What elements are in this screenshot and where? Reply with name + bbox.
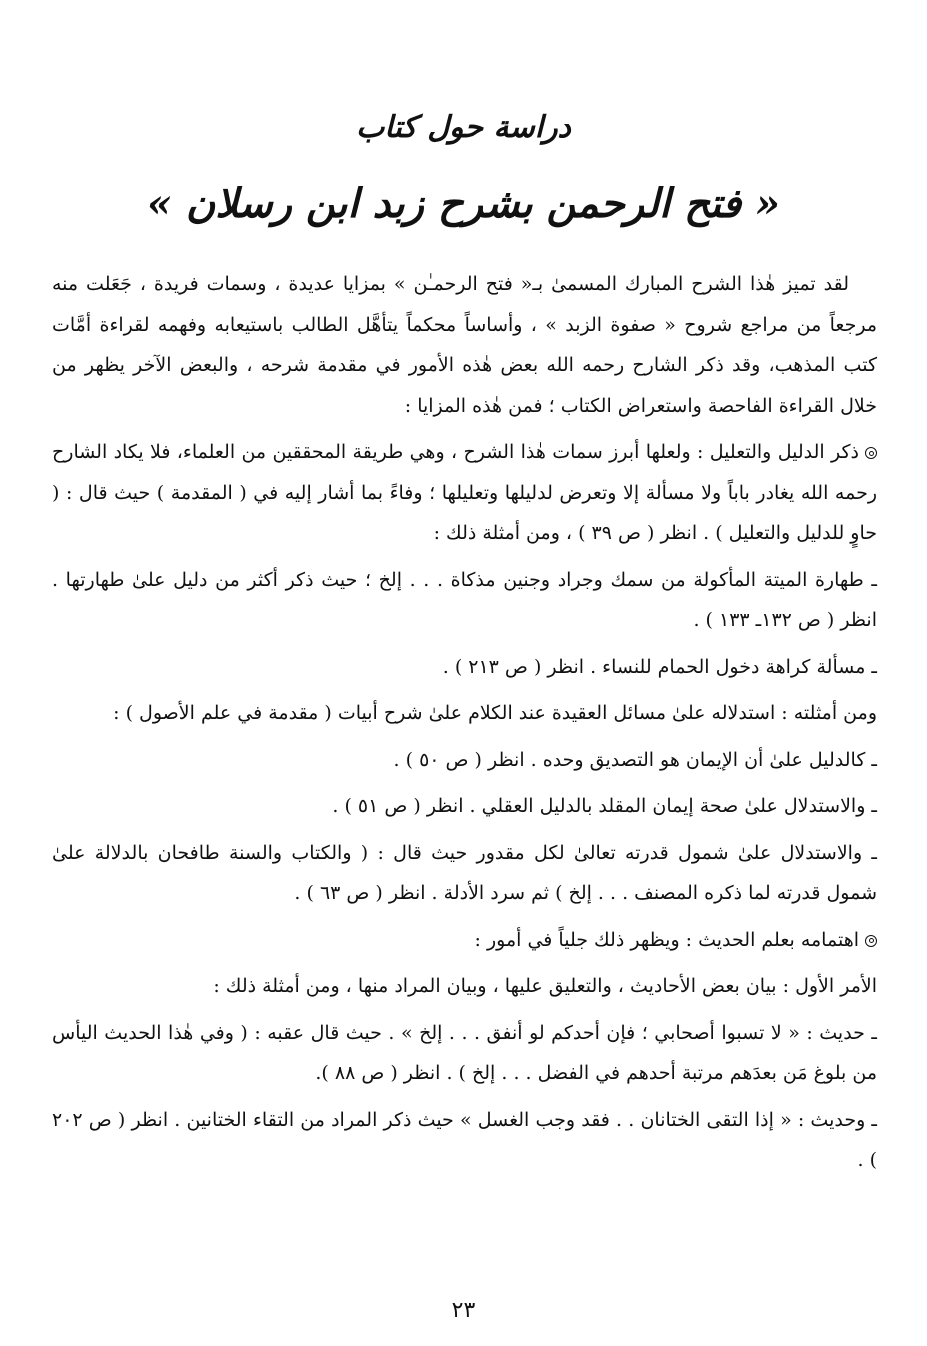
section-hadith-text: اهتمامه بعلم الحديث : ويظهر ذلك جلياً في أمور : [474,928,859,951]
example-item: ـ كالدليل علىٰ أن الإيمان هو التصديق وحده . انظر ( ص ٥٠ ) . [393,748,877,771]
example-item: ـ وحديث : « إذا التقى الختانان . . فقد وجب الغسل » حيث ذكر المراد من التقاء الختانين . انظر ( ص ٢٠٢ ) . [52,1108,877,1171]
example-item: ـ والاستدلال علىٰ شمول قدرته تعالىٰ لكل مقدور حيث قال : ( والكتاب والسنة طافحان بالدلالة علىٰ شمول قدرته لما ذكره المصنف . . . إلخ ) ثم سرد الأدلة . انظر ( ص ٦٣ ) . [52,841,877,904]
first-matter: الأمر الأول : بيان بعض الأحاديث ، والتعليق عليها ، وبيان المراد منها ، ومن أمثلة ذلك : [213,975,877,997]
example-item: ـ والاستدلال علىٰ صحة إيمان المقلد بالدليل العقلي . انظر ( ص ٥١ ) . [332,795,877,817]
section-hadith [52,920,877,961]
examples-intro: ومن أمثلته : استدلاله علىٰ مسائل العقيدة عند الكلام علىٰ شرح أبيات ( مقدمة في علم الأصول ) : [113,702,877,724]
circle-bullet-icon [865,935,877,947]
page-heading: دراسة حول كتاب [356,110,571,145]
example-item: ـ حديث : « لا تسبوا أصحابي ؛ فإن أحدكم لو أنفق . . . إلخ » . حيث قال عقبه : ( وفي هٰذا الحديث اليأس من بلوغ مَن بعدَهم مرتبة أحدهم في الفضل . . . إلخ ) . انظر ( ص ٨٨ ). [52,1021,877,1084]
section-evidence-text: ذكر الدليل والتعليل : ولعلها أبرز سمات هٰذا الشرح ، وهي طريقة المحققين من العلماء، فلا يكاد الشارح رحمه الله يغادر باباً ولا مسألة إلا وتعرض لدليلها وتعليلها ؛ وفاءً بما أشار إليه في ( المقدمة ) حيث قال : ( حاوٍ للدليل والتعليل ) . انظر ( ص ٣٩ ) ، ومن أمثلة ذلك : [52,441,877,544]
page-number: ٢٣ [451,1298,476,1323]
section-evidence [52,432,877,554]
example-item: ـ مسألة كراهة دخول الحمام للنساء . انظر ( ص ٢١٣ ) . [442,655,877,678]
intro-paragraph: لقد تميز هٰذا الشرح المبارك المسمىٰ بـ« فتح الرحمـٰن » بمزايا عديدة ، وسمات فريدة ، جَعَلت منه مرجعاً من مراجع شروح « صفوة الزبد » ، وأساساً محكماً يتأهَّل الطالب باستيعابه وفهمه لقراءة أمَّات كتب المذهب، وقد ذكر الشارح رحمه الله بعض هٰذه الأمور في مقدمة شرحه ، والبعض الآخر يظهر من خلال القراءة الفاحصة واستعراض الكتاب ؛ فمن هٰذه المزايا : [52,273,877,417]
body-text [52,264,877,1187]
circle-bullet-icon [865,447,877,459]
example-item: ـ طهارة الميتة المأكولة من سمك وجراد وجنين مذكاة . . . إلخ ؛ حيث ذكر أكثر من دليل علىٰ طهارتها . انظر ( ص ١٣٢ـ ١٣٣ ) . [52,568,877,631]
book-title: « فتح الرحمن بشرح زبد ابن رسلان » [146,180,781,227]
